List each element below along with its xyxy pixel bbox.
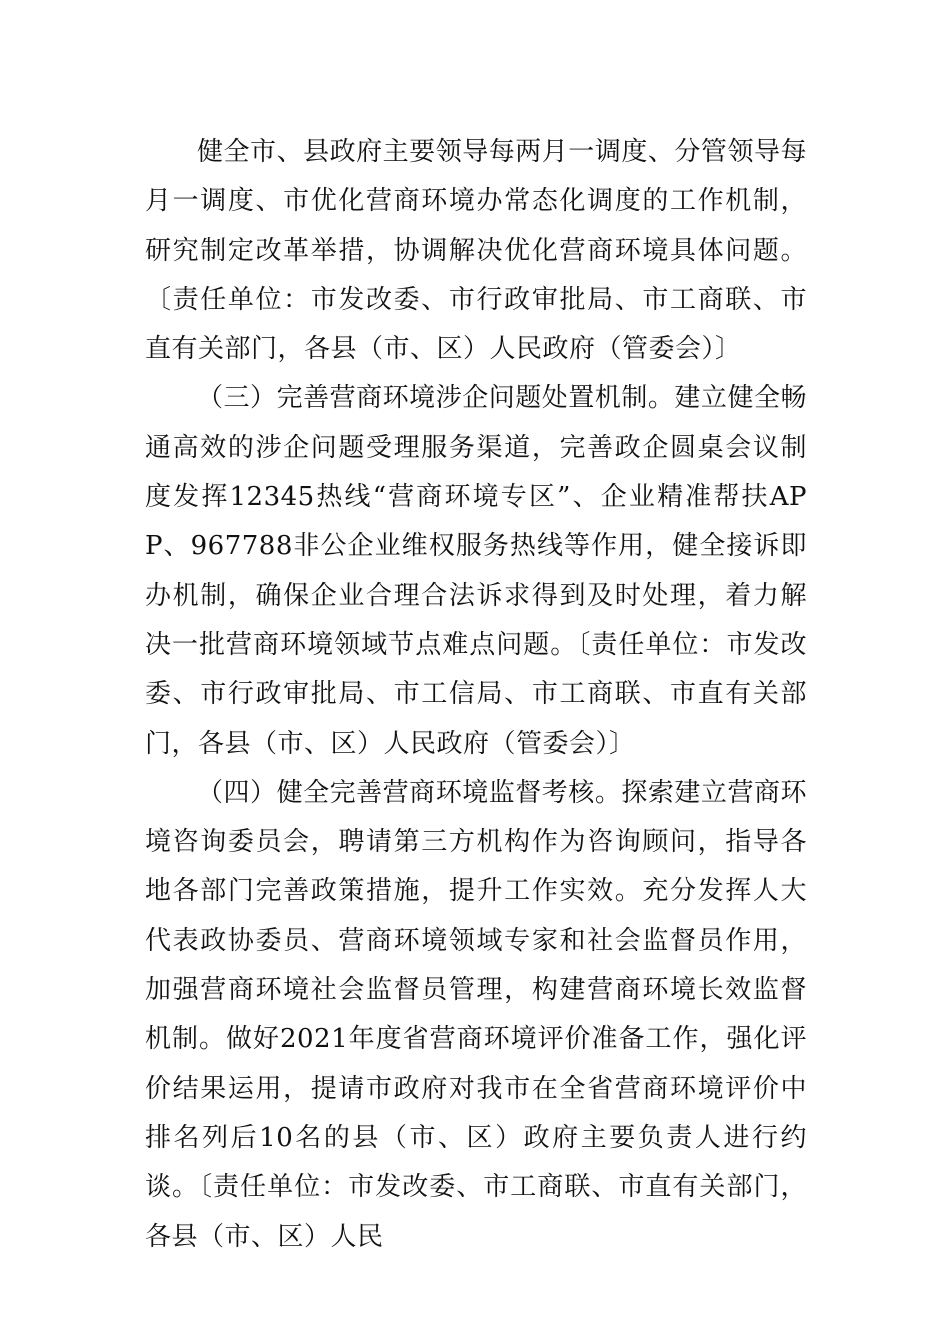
paragraph-section-four: （四）健全完善营商环境监督考核。探索建立营商环境咨询委员会，聘请第三方机构作为咨询顾问，指导各地各部门完善政策措施，提升工作实效。充分发挥人大代表政协委员、营商环境领域专家和社会监督员作用，加强营商环境社会监督员管理，构建营商环境长效监督机制。做好2021年度省营商环境评价准备工作，强化评价结果运用，提请市政府对我市在全省营商环境评价中排名列后10名的县（市、区）政府主要负责人进行约谈。〔责任单位：市发改委、市工商联、市直有关部门，各县（市、区）人民 <box>145 777 807 1252</box>
paragraph-work-mechanism: 健全市、县政府主要领导每两月一调度、分管领导每月一调度、市优化营商环境办常态化调度的工作机制，研究制定改革举措，协调解决优化营商环境具体问题。〔责任单位：市发改委、市行政审批局、市工商联、市直有关部门，各县（市、区）人民政府（管委会）〕 <box>145 137 807 365</box>
paragraph-section-three: （三）完善营商环境涉企问题处置机制。建立健全畅通高效的涉企问题受理服务渠道，完善政企圆桌会议制度发挥12345热线“营商环境专区”、企业精准帮扶APP、967788非公企业维权服务热线等作用，健全接诉即办机制，确保企业合理合法诉求得到及时处理，着力解决一批营商环境领域节点难点问题。〔责任单位：市发改委、市行政审批局、市工信局、市工商联、市直有关部门，各县（市、区）人民政府（管委会）〕 <box>145 383 807 759</box>
document-body <box>145 128 807 1262</box>
